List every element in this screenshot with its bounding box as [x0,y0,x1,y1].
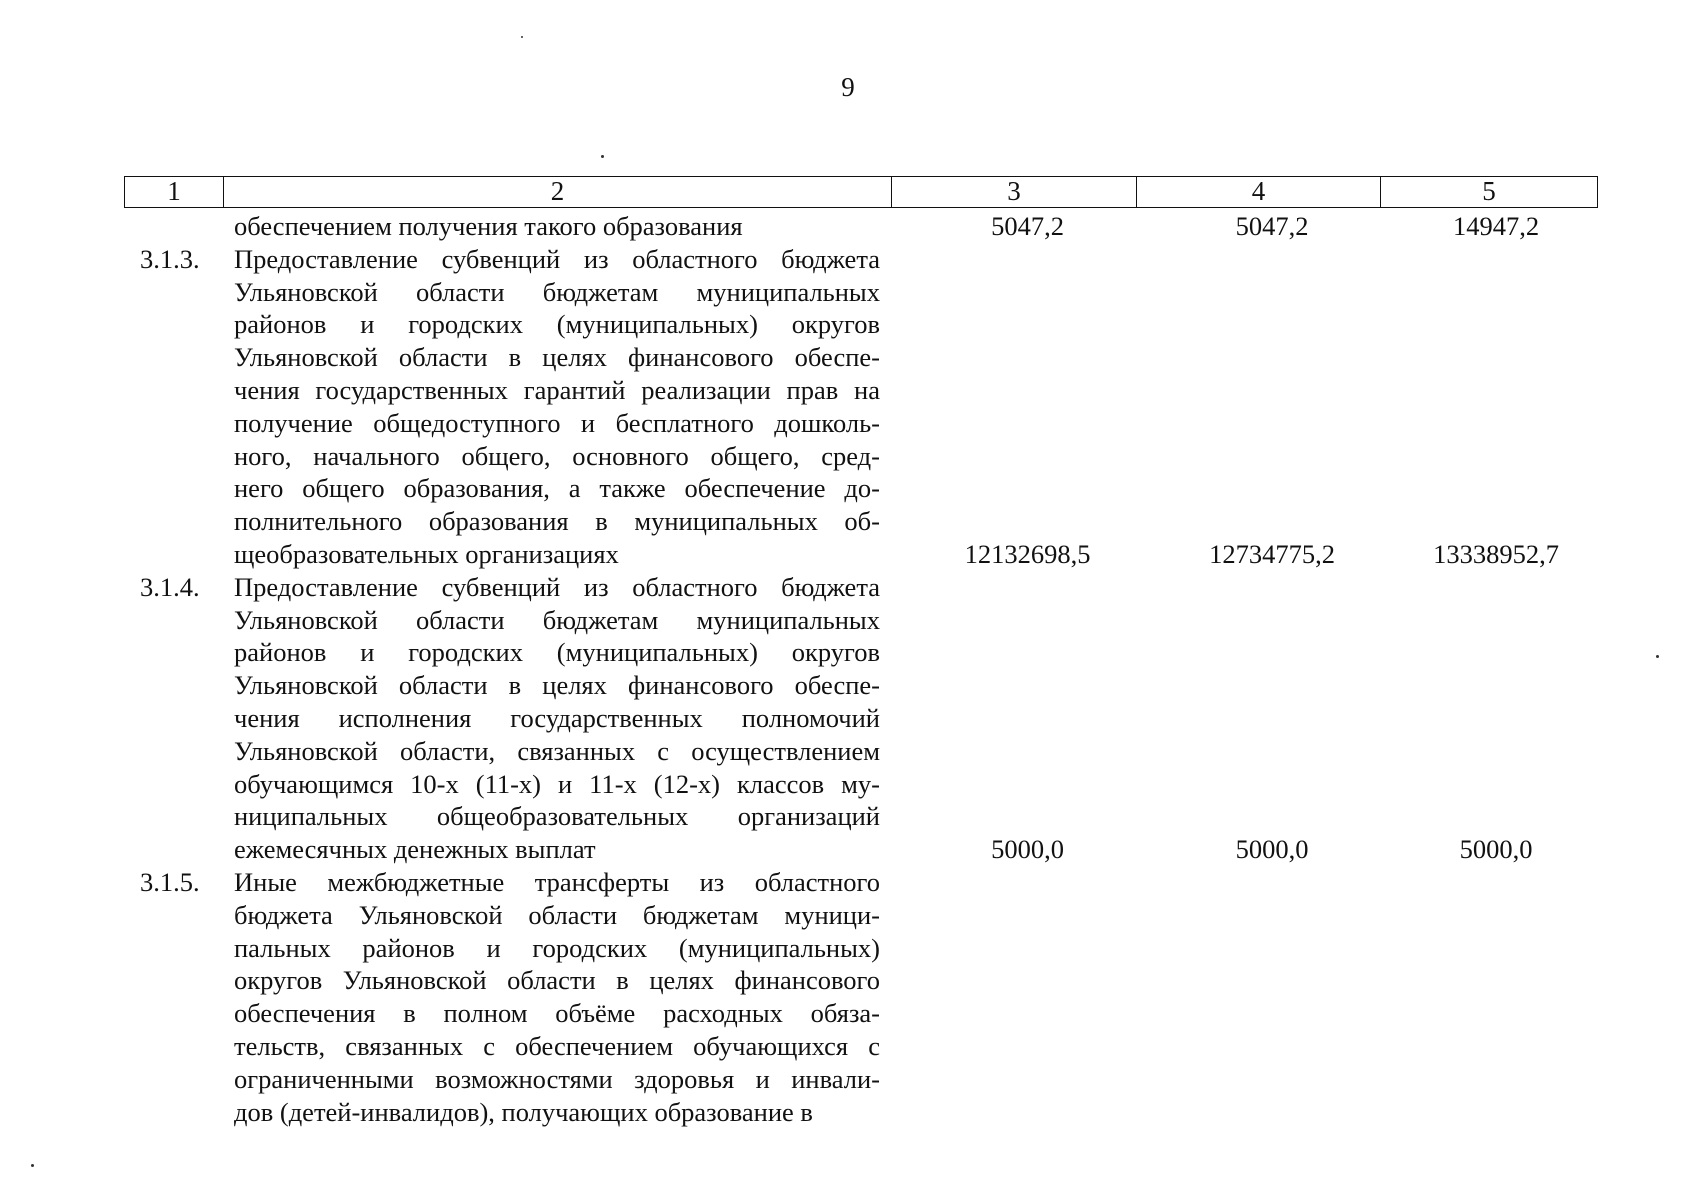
row-description [234,866,880,1128]
row-value-col-5: 14947,2 [1452,211,1540,241]
description-line: пальных районов и городских (муниципальных) [234,932,880,963]
row-number: 3.1.3. [140,243,200,274]
description-line: получение общедоступного и бесплатного дошколь- [234,407,880,438]
header-col-1: 1 [125,177,224,207]
header-col-4: 4 [1137,177,1381,207]
description-line: Предоставление субвенций из областного бюджета [234,243,880,274]
description-line: дов (детей-инвалидов), получающих образование в [234,1096,813,1127]
description-line: полнительного образования в муниципальных об- [234,506,880,537]
description-line: тельств, связанных с обеспечением обучающихся с [234,1030,880,1061]
row-number: 3.1.5. [140,867,200,897]
description-line: чения исполнения государственных полномочий [234,702,880,733]
description-line: обеспечения в полном объёме расходных обяза- [234,998,880,1029]
table-header [124,176,1598,208]
scan-speck [31,1164,34,1167]
description-line: Ульяновской области в целях финансового обеспе- [234,670,880,701]
description-line: Ульяновской области, связанных с осуществлением [234,735,880,766]
description-line: Ульяновской области бюджетам муниципальных [234,276,880,307]
row-value-col-5: 13338952,7 [1433,538,1559,569]
row-description [234,210,880,243]
row-value-col-4: 5047,2 [1235,211,1309,241]
row-value-col-5: 5000,0 [1459,834,1533,865]
description-line: обеспечением получения такого образования [234,211,743,241]
description-line: чения государственных гарантий реализации прав на [234,374,880,405]
scan-speck [1656,655,1659,658]
description-line: Иные межбюджетные трансферты из областного [234,867,880,897]
row-number: 3.1.4. [140,571,200,602]
row-value-col-4: 5000,0 [1235,834,1309,865]
description-line: Ульяновской области в целях финансового обеспе- [234,342,880,373]
description-line: него общего образования, а также обеспечение до- [234,473,880,504]
description-line: районов и городских (муниципальных) округов [234,309,880,340]
page-number: 9 [841,72,855,102]
description-line: округов Ульяновской области в целях финансового [234,965,880,996]
description-line: Ульяновской области бюджетам муниципальных [234,604,880,635]
description-line: Предоставление субвенций из областного бюджета [234,571,880,602]
scan-speck [601,155,604,158]
description-line: районов и городских (муниципальных) округов [234,637,880,668]
description-line: ниципальных общеобразовательных организаций [234,801,880,832]
header-col-2: 2 [224,177,892,207]
header-col-3: 3 [892,177,1137,207]
description-line: ограниченными возможностями здоровья и инвали- [234,1063,880,1094]
header-col-5: 5 [1482,176,1496,206]
description-line: бюджета Ульяновской области бюджетам муници- [234,899,880,930]
row-description [234,243,880,571]
description-line: ного, начального общего, основного общего, сред- [234,440,880,471]
description-line: обучающимся 10-х (11-х) и 11-х (12-х) классов му- [234,768,880,799]
row-value-col-3: 12132698,5 [964,538,1091,569]
row-description [234,571,880,866]
row-value-col-3: 5047,2 [991,211,1064,241]
row-value-col-4: 12734775,2 [1209,538,1335,569]
scan-speck [521,36,523,38]
description-line: щеобразовательных организациях [234,538,619,569]
row-value-col-3: 5000,0 [991,834,1064,865]
description-line: ежемесячных денежных выплат [234,834,596,865]
